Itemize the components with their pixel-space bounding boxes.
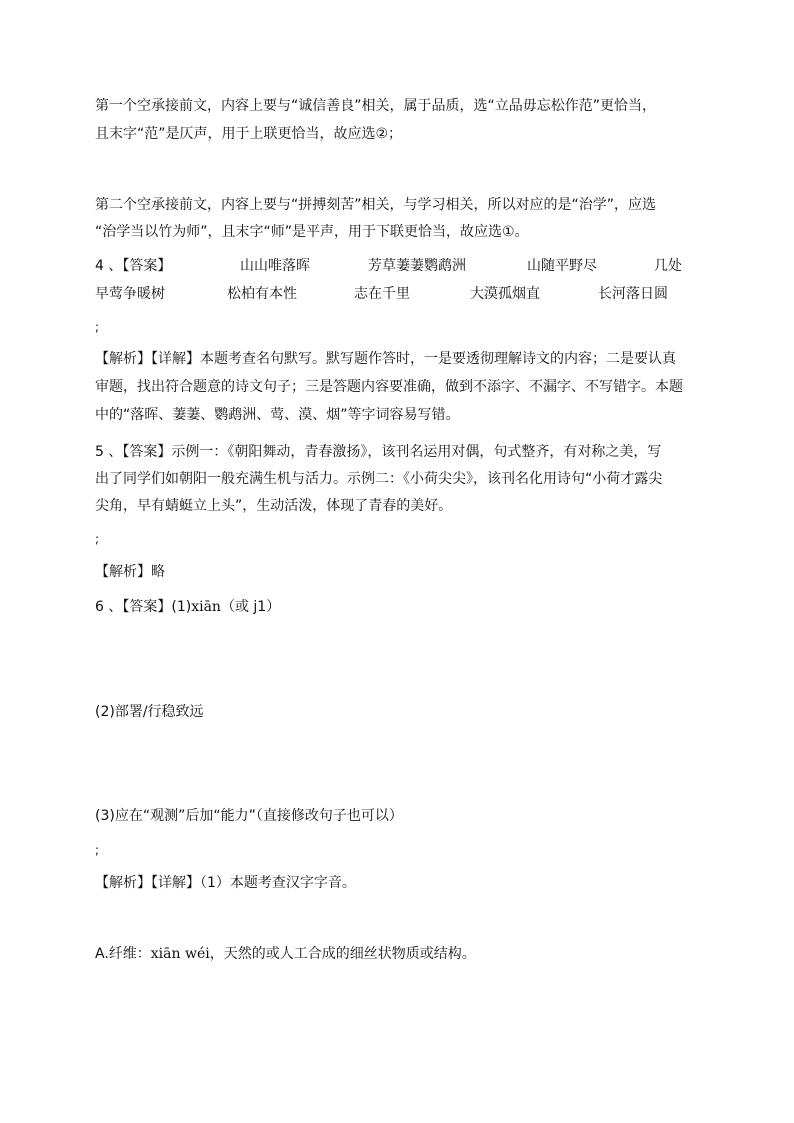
q4-answer-item: 大漠孤烟直 <box>470 286 540 302</box>
q6-answer-suffix: （或 j1） <box>220 599 281 615</box>
paragraph-2-line-1: 第二个空承接前文，内容上要与“拼搏刻苦”相关，与学习相关，所以对应的是“治学”，应选 <box>95 197 657 213</box>
q4-analysis-line-2: 审题，找出符合题意的诗文句子；三是答题内容要准确，做到不添字、不漏字、不写错字。本题 <box>95 379 683 395</box>
separator: ; <box>95 843 100 857</box>
q6-answer-pinyin: xiān <box>191 599 221 615</box>
q4-answer-item: 芳草萋萋鹦鹉洲 <box>368 258 466 274</box>
q4-answer-item: 长河落日圆 <box>598 286 668 302</box>
q4-answer-item: 早莺争暖树 <box>95 286 165 302</box>
q6-analysis: 【解析】【详解】（1）本题考查汉字字音。 <box>95 875 356 891</box>
q4-answer-item: 几处 <box>654 258 682 274</box>
q6-answer-prefix: 6 、【答案】(1) <box>95 599 192 615</box>
q6-option-a-pinyin: xiān wéi <box>150 946 210 962</box>
q6-answer-2: (2)部署/行稳致远 <box>95 704 204 720</box>
paragraph-2-line-2: “治学当以竹为师”，且末字“师”是平声，用于下联更恰当，故应选①。 <box>95 224 529 240</box>
q4-analysis-line-1: 【解析】【详解】本题考查名句默写。默写题作答时，一是要透彻理解诗文的内容；二是要认真 <box>95 351 676 367</box>
q4-answer-label: 4 、【答案】 <box>95 258 172 274</box>
q5-answer-line-2: 出了同学们如朝阳一般充满生机与活力。示例二：《小荷尖尖》，该刊名化用诗句“小荷才露尖 <box>95 471 663 487</box>
q6-option-a-suffix: ，天然的或人工合成的细丝状物质或结构。 <box>209 946 476 962</box>
separator: ; <box>95 320 100 334</box>
paragraph-1-line-2: 且末字“范”是仄声，用于上联更恰当，故应选②； <box>95 126 403 142</box>
separator: ; <box>95 532 100 546</box>
q4-answer-item: 山随平野尽 <box>527 258 597 274</box>
q6-option-a-prefix: A.纤维： <box>95 946 151 962</box>
q6-answer-1 <box>95 597 280 617</box>
q4-answer-item: 松柏有本性 <box>227 286 297 302</box>
q5-analysis: 【解析】略 <box>95 564 165 580</box>
paragraph-1-line-1: 第一个空承接前文，内容上要与“诚信善良”相关，属于品质，选“立品毋忘松作范”更恰当， <box>95 98 657 114</box>
q4-answer-item: 志在千里 <box>354 286 410 302</box>
q5-answer-line-1: 5 、【答案】示例一：《朝阳舞动，青春激扬》，该刊名运用对偶，句式整齐，有对称之美，写 <box>95 444 662 460</box>
q5-answer-line-3: 尖角，早有蜻蜓立上头”，生动活泼，体现了青春的美好。 <box>95 498 453 514</box>
q6-answer-3: (3)应在“观测”后加“能力”（直接修改句子也可以） <box>95 808 403 824</box>
q4-analysis-line-3: 中的“落晖、萋萋、鹦鹉洲、莺、漠、烟”等字词容易写错。 <box>95 407 460 423</box>
q4-answer-item: 山山唯落晖 <box>240 258 310 274</box>
q6-option-a <box>95 944 476 964</box>
